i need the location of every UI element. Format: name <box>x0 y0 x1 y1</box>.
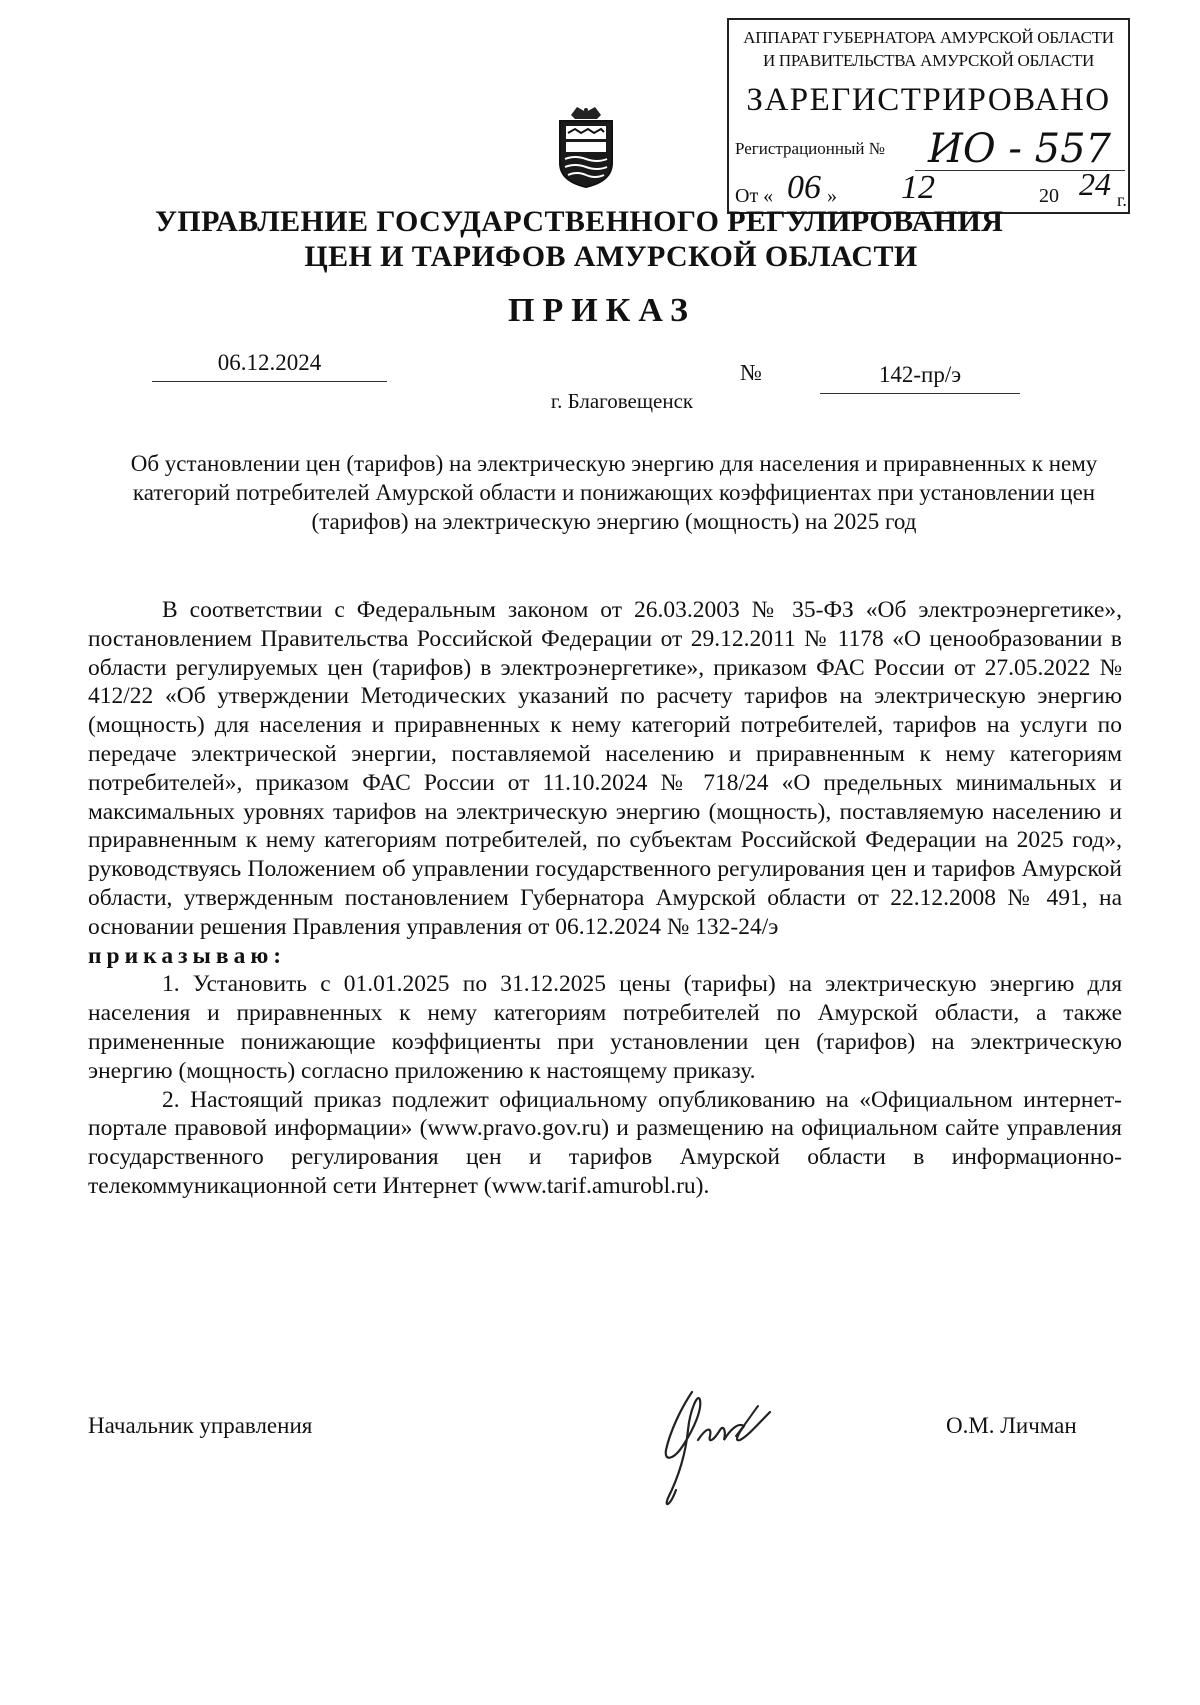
stamp-quote-close: » <box>827 185 837 207</box>
stamp-reg-number: ИО - 557 <box>928 126 1111 172</box>
document-title: ПРИКАЗ <box>508 292 696 329</box>
document-body <box>88 596 1122 1201</box>
preamble-paragraph: В соответствии с Федеральным законом от 26.03.2003 № 35-ФЗ «Об электроэнергетике», постановлением Правительства Российской Федерации от 29.12.2011 № 1178 «О ценообразовании в области регулируемых цен (тарифов) в электроэнергетике», приказом ФАС России от 27.05.2022 № 412/22 «Об утверждении Методических указаний по расчету тарифов на электрическую энергию (мощность) для населения и приравненных к нему категорий потребителей, тарифов на услуги по передаче электрической энергии, поставляемой населению и приравненным к нему категориям потребителей», приказом ФАС России от 11.10.2024 № 718/24 «О предельных минимальных и максимальных уровнях тарифов на электрическую энергию (мощность), поставляемую населению и приравненным к нему категориям потребителей, по субъектам Российской Федерации на 2025 год», руководствуясь Положением об управлении государственного регулирования цен и тарифов Амурской области, утвержденным постановлением Губернатора Амурской области от 22.12.2008 № 491, на основании решения Правления управления от 06.12.2024 № 132-24/э <box>88 597 1122 940</box>
stamp-month: 12 <box>901 169 935 206</box>
stamp-org-line1: АППАРАТ ГУБЕРНАТОРА АМУРСКОЙ ОБЛАСТИ <box>743 28 1114 47</box>
number-sign: № <box>740 360 762 385</box>
registration-stamp <box>727 18 1130 214</box>
org-name-line2: ЦЕН И ТАРИФОВ АМУРСКОЙ ОБЛАСТИ <box>304 240 918 273</box>
stamp-from-label: От « <box>735 185 774 207</box>
date-underline <box>152 381 387 382</box>
document-date: 06.12.2024 <box>217 350 322 375</box>
order-item-1: 1. Установить с 01.01.2025 по 31.12.2025 цены (тарифы) на электрическую энергию для населения и приравненных к нему категориям потребителей по Амурской области, а также примененные понижающие коэффициенты при установлении цен (тарифов) на электрическую энергию (мощность) согласно приложению к настоящему приказу. <box>88 971 1122 1084</box>
stamp-day: 06 <box>787 169 821 206</box>
org-name-line1: УПРАВЛЕНИЕ ГОСУДАРСТВЕННОГО РЕГУЛИРОВАНИЯ <box>155 205 1004 238</box>
document-subject: Об установлении цен (тарифов) на электрическую энергию для населения и приравненных к нему категорий потребителей Амурской области и понижающих коэффициентах при установлении цен (тарифов) на электрическую энергию (мощность) на 2025 год <box>130 451 1098 534</box>
order-item-2: 2. Настоящий приказ подлежит официальному опубликованию на «Официальном интернет-портале правовой информации» (www.pravo.gov.ru) и размещению на официальном сайте управления государственного регулирования цен и тарифов Амурской области в информационно-телекоммуникационной сети Интернет (www.tarif.amurobl.ru). <box>88 1086 1122 1199</box>
handwritten-signature <box>640 1370 820 1520</box>
document-number: 142-пр/э <box>878 362 962 387</box>
stamp-year-prefix: 20 <box>1039 185 1059 207</box>
stamp-title: ЗАРЕГИСТРИРОВАНО <box>746 82 1111 118</box>
orders-word: приказываю: <box>88 942 287 969</box>
coat-of-arms-icon <box>555 105 617 189</box>
document-city: г. Благовещенск <box>550 389 694 413</box>
signatory-position: Начальник управления <box>88 1413 313 1438</box>
stamp-org-line2: И ПРАВИТЕЛЬСТВА АМУРСКОЙ ОБЛАСТИ <box>762 51 1095 70</box>
stamp-year-suffix: 24 <box>1079 166 1111 202</box>
stamp-year-unit: г. <box>1117 190 1127 210</box>
stamp-reg-label: Регистрационный № <box>735 139 885 158</box>
signatory-name: О.М. Личман <box>946 1413 1077 1438</box>
